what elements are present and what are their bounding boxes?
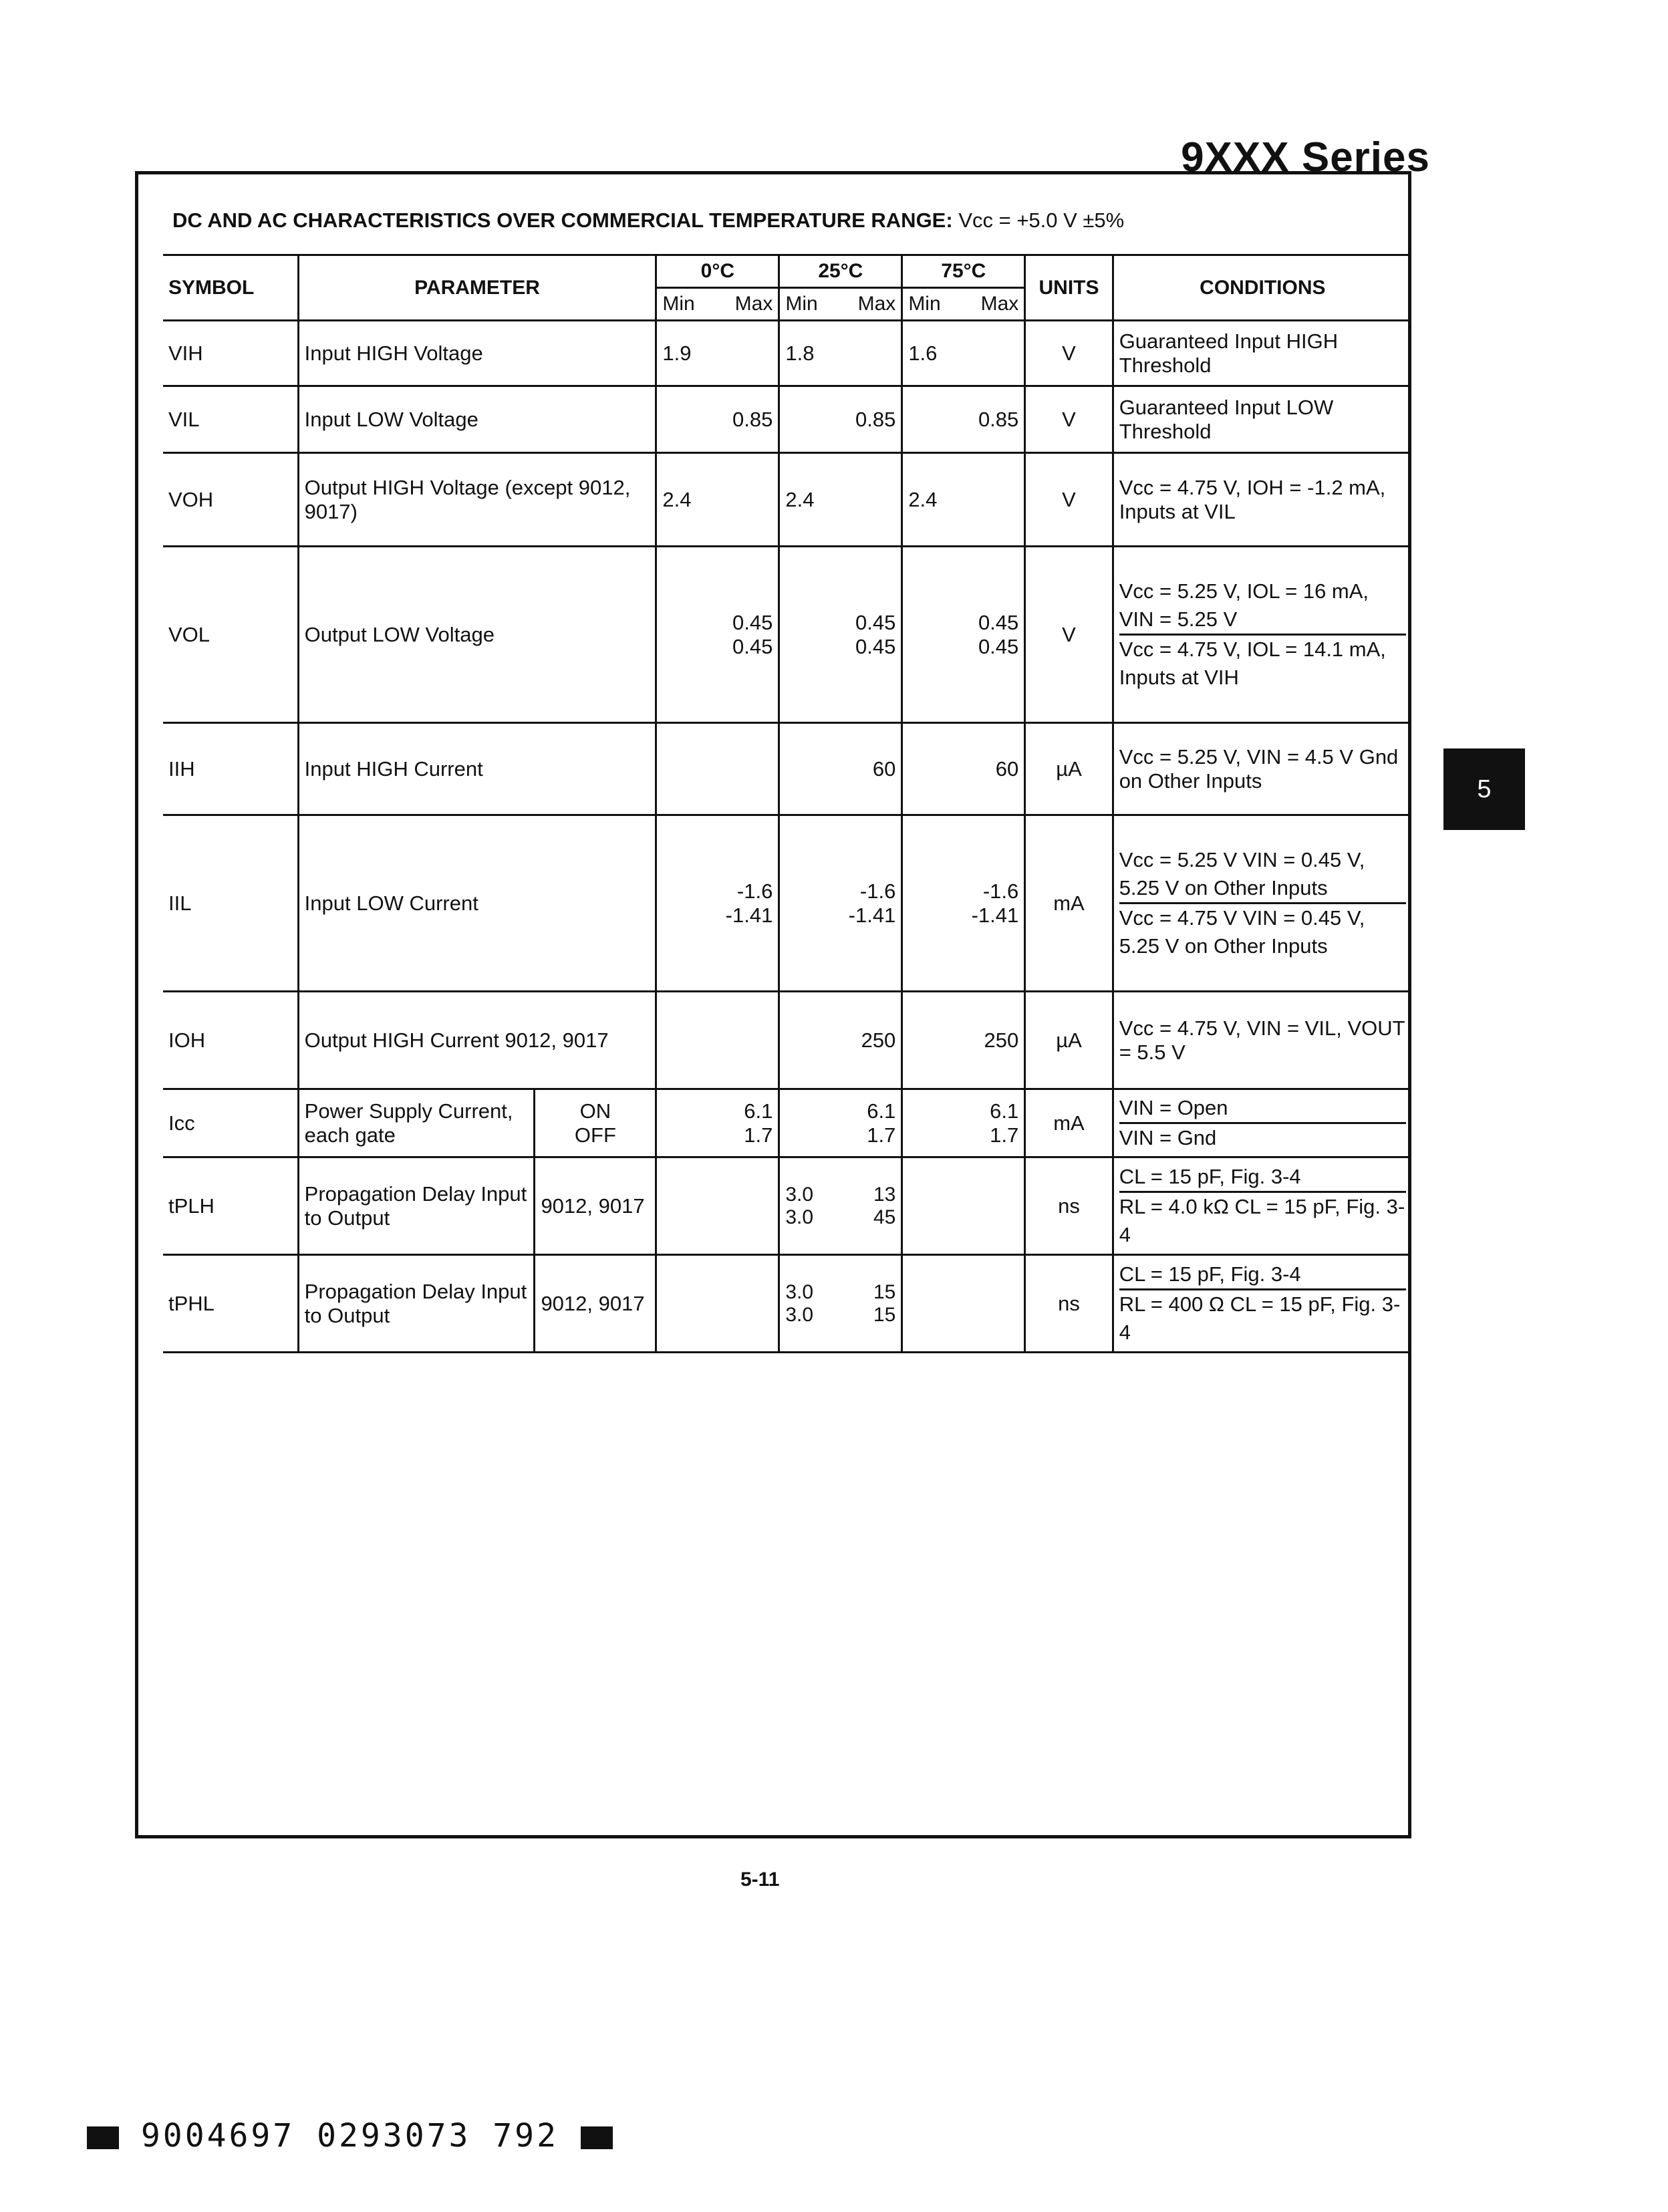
condition-b: RL = 4.0 kΩ CL = 15 pF, Fig. 3-4 <box>1119 1191 1406 1249</box>
conditions-cell <box>1113 547 1411 723</box>
value-b: 0.45 <box>978 634 1019 658</box>
condition-b: Vcc = 4.75 V VIN = 0.45 V, 5.25 V on Other Inputs <box>1119 902 1406 960</box>
value-max-a: 13 <box>873 1183 896 1206</box>
value-a: -1.6 <box>736 879 773 903</box>
value-cell <box>779 1255 902 1353</box>
device-cell <box>535 1157 656 1255</box>
units-cell: V <box>1025 547 1113 723</box>
table-title-condition: Vcc = +5.0 V ±5% <box>958 209 1125 232</box>
header-max: Max <box>857 293 896 315</box>
table-row <box>163 386 1411 453</box>
conditions-cell <box>1113 1089 1411 1157</box>
value-cell <box>656 1089 779 1157</box>
value-a: 0.45 <box>978 610 1019 634</box>
symbol-cell: IIH <box>163 723 298 815</box>
value-cell <box>656 547 779 723</box>
value-b: -1.41 <box>725 903 773 927</box>
value-on: 6.1 <box>990 1099 1019 1123</box>
header-conditions: CONDITIONS <box>1113 255 1411 321</box>
value-cell: 0.85 <box>656 386 779 453</box>
parameter-cell: Output LOW Voltage <box>298 547 656 723</box>
parameter-cell: Input LOW Current <box>298 815 656 992</box>
symbol-cell: IOH <box>163 992 298 1089</box>
page-number: 5-11 <box>740 1869 780 1891</box>
value-cell: 2.4 <box>779 453 902 547</box>
units-cell: µA <box>1025 992 1113 1089</box>
value-cell: 2.4 <box>902 453 1025 547</box>
value-cell <box>656 723 779 815</box>
value-max-a: 15 <box>873 1280 896 1303</box>
header-temp-0: 0°C <box>656 255 779 288</box>
state-on: ON <box>579 1099 611 1123</box>
condition-off: VIN = Gnd <box>1119 1122 1406 1152</box>
series-title: 9XXX Series <box>1181 134 1430 180</box>
device-label: 9012, 9017 <box>541 1194 645 1218</box>
header-max: Max <box>980 293 1019 315</box>
table-title-text: DC AND AC CHARACTERISTICS OVER COMMERCIAL TEMPERATURE RANGE: <box>172 209 953 232</box>
header-minmax-25 <box>779 288 902 321</box>
value-cell: 2.4 <box>656 453 779 547</box>
header-parameter: PARAMETER <box>298 255 656 321</box>
conditions-cell: Vcc = 5.25 V, VIN = 4.5 V Gnd on Other Inputs <box>1113 723 1411 815</box>
value-cell: 250 <box>779 992 902 1089</box>
section-tab-marker[interactable]: 5 <box>1443 748 1525 830</box>
table-row <box>163 723 1411 815</box>
condition-b: RL = 400 Ω CL = 15 pF, Fig. 3-4 <box>1119 1288 1406 1347</box>
value-cell: 250 <box>902 992 1025 1089</box>
units-cell: mA <box>1025 815 1113 992</box>
header-min: Min <box>908 293 941 315</box>
header-max: Max <box>734 293 773 315</box>
parameter-cell: Power Supply Current, each gate <box>298 1089 535 1157</box>
parameter-cell: Input LOW Voltage <box>298 386 656 453</box>
parameter-cell: Input HIGH Current <box>298 723 656 815</box>
units-cell: ns <box>1025 1255 1113 1353</box>
table-row <box>163 815 1411 992</box>
header-row <box>163 255 1411 288</box>
value-b: -1.41 <box>848 903 896 927</box>
state-off: OFF <box>574 1123 616 1147</box>
symbol-cell: Icc <box>163 1089 298 1157</box>
value-max-b: 15 <box>873 1303 896 1326</box>
symbol-cell: IIL <box>163 815 298 992</box>
barcode-block-right <box>581 2126 613 2149</box>
header-minmax-75 <box>902 288 1025 321</box>
table-row <box>163 453 1411 547</box>
symbol-cell: VOL <box>163 547 298 723</box>
value-off: 1.7 <box>867 1123 896 1147</box>
table-title <box>172 209 1124 233</box>
condition-a: Vcc = 5.25 V, IOL = 16 mA, VIN = 5.25 V <box>1119 579 1369 631</box>
units-cell: V <box>1025 321 1113 386</box>
value-cell <box>656 992 779 1089</box>
table-row <box>163 547 1411 723</box>
conditions-cell: Guaranteed Input LOW Threshold <box>1113 386 1411 453</box>
table-row <box>163 321 1411 386</box>
table-row <box>163 1089 1411 1157</box>
value-cell: 1.8 <box>779 321 902 386</box>
barcode-block-left <box>87 2126 119 2149</box>
units-cell: µA <box>1025 723 1113 815</box>
value-b: 0.45 <box>732 634 773 658</box>
symbol-cell: tPHL <box>163 1255 298 1353</box>
device-cell <box>535 1255 656 1353</box>
condition-a: CL = 15 pF, Fig. 3-4 <box>1119 1262 1301 1286</box>
value-off: 1.7 <box>744 1123 773 1147</box>
value-cell: 60 <box>902 723 1025 815</box>
header-minmax-0 <box>656 288 779 321</box>
value-cell <box>902 1089 1025 1157</box>
value-cell: 0.85 <box>779 386 902 453</box>
value-on: 6.1 <box>867 1099 896 1123</box>
units-cell: ns <box>1025 1157 1113 1255</box>
value-min-b: 3.0 <box>785 1303 814 1326</box>
value-min-a: 3.0 <box>785 1280 814 1303</box>
device-label: 9012, 9017 <box>541 1291 645 1315</box>
units-cell: V <box>1025 386 1113 453</box>
barcode-text: 9004697 0293073 792 <box>140 2117 559 2155</box>
symbol-cell: tPLH <box>163 1157 298 1255</box>
value-cell <box>656 1255 779 1353</box>
units-cell: V <box>1025 453 1113 547</box>
value-cell <box>779 1089 902 1157</box>
header-min: Min <box>662 293 695 315</box>
header-temp-75: 75°C <box>902 255 1025 288</box>
condition-on: VIN = Open <box>1119 1096 1228 1119</box>
parameter-cell: Output HIGH Voltage (except 9012, 9017) <box>298 453 656 547</box>
symbol-cell: VIH <box>163 321 298 386</box>
conditions-cell <box>1113 1157 1411 1255</box>
condition-a: CL = 15 pF, Fig. 3-4 <box>1119 1165 1301 1188</box>
value-cell <box>779 1157 902 1255</box>
barcode <box>87 2117 613 2155</box>
conditions-cell: Guaranteed Input HIGH Threshold <box>1113 321 1411 386</box>
header-units: UNITS <box>1025 255 1113 321</box>
parameter-cell: Propagation Delay Input to Output <box>298 1255 535 1353</box>
value-cell: 1.6 <box>902 321 1025 386</box>
value-cell <box>902 547 1025 723</box>
value-cell: 0.85 <box>902 386 1025 453</box>
value-b: -1.41 <box>971 903 1019 927</box>
units-cell: mA <box>1025 1089 1113 1157</box>
symbol-cell: VIL <box>163 386 298 453</box>
header-min: Min <box>785 293 818 315</box>
state-cell <box>535 1089 656 1157</box>
value-cell <box>902 1255 1025 1353</box>
value-a: 0.45 <box>732 610 773 634</box>
value-cell <box>656 1157 779 1255</box>
parameter-cell: Output HIGH Current 9012, 9017 <box>298 992 656 1089</box>
conditions-cell: Vcc = 4.75 V, VIN = VIL, VOUT = 5.5 V <box>1113 992 1411 1089</box>
table-row <box>163 1255 1411 1353</box>
parameter-cell: Input HIGH Voltage <box>298 321 656 386</box>
value-min-a: 3.0 <box>785 1183 814 1206</box>
value-cell <box>779 547 902 723</box>
symbol-cell: VOH <box>163 453 298 547</box>
value-cell: 60 <box>779 723 902 815</box>
value-on: 6.1 <box>744 1099 773 1123</box>
parameter-cell: Propagation Delay Input to Output <box>298 1157 535 1255</box>
table-row <box>163 992 1411 1089</box>
value-cell <box>902 815 1025 992</box>
value-max-b: 45 <box>873 1206 896 1228</box>
value-cell <box>656 815 779 992</box>
value-cell: 1.9 <box>656 321 779 386</box>
condition-a: Vcc = 5.25 V VIN = 0.45 V, 5.25 V on Other Inputs <box>1119 848 1365 900</box>
value-a: -1.6 <box>859 879 896 903</box>
value-min-b: 3.0 <box>785 1206 814 1228</box>
conditions-cell <box>1113 815 1411 992</box>
characteristics-table <box>163 254 1411 1353</box>
value-b: 0.45 <box>855 634 896 658</box>
header-symbol: SYMBOL <box>163 255 298 321</box>
value-a: -1.6 <box>982 879 1019 903</box>
header-temp-25: 25°C <box>779 255 902 288</box>
value-cell <box>902 1157 1025 1255</box>
value-off: 1.7 <box>990 1123 1019 1147</box>
conditions-cell: Vcc = 4.75 V, IOH = -1.2 mA, Inputs at VIL <box>1113 453 1411 547</box>
value-cell <box>779 815 902 992</box>
conditions-cell <box>1113 1255 1411 1353</box>
condition-b: Vcc = 4.75 V, IOL = 14.1 mA, Inputs at VIH <box>1119 634 1406 692</box>
value-a: 0.45 <box>855 610 896 634</box>
table-row <box>163 1157 1411 1255</box>
